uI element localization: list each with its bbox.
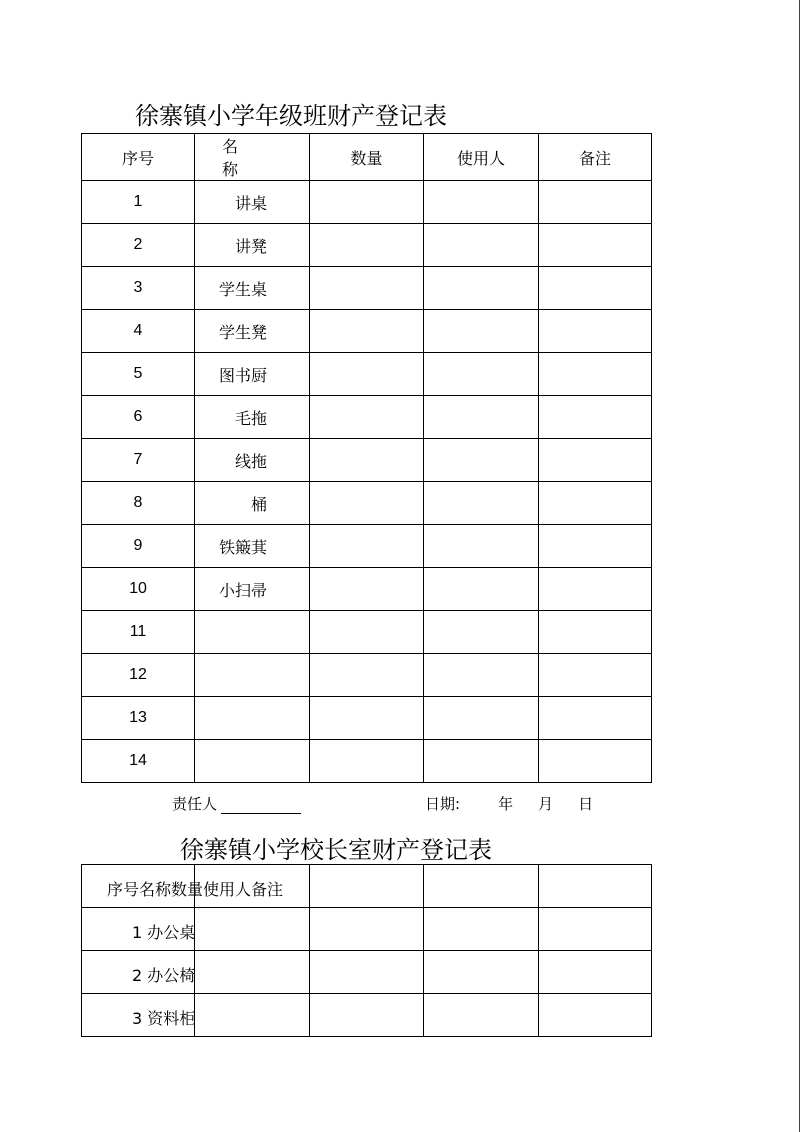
- table1-title: 徐寨镇小学年级班财产登记表: [135, 102, 447, 130]
- header-quantity: 数量: [310, 134, 424, 181]
- row-number: 1: [82, 181, 195, 224]
- remark-cell: [539, 353, 652, 396]
- quantity-cell: [310, 654, 424, 697]
- row-number: 10: [82, 568, 195, 611]
- quantity-cell: [310, 310, 424, 353]
- row-cell: [82, 951, 195, 994]
- remark-cell: [539, 224, 652, 267]
- empty-cell: [424, 865, 539, 908]
- year-label: 年: [498, 795, 514, 813]
- table2-header-text: 序号名称数量使用人备注: [107, 880, 284, 899]
- quantity-cell: [310, 482, 424, 525]
- empty-cell: [310, 994, 424, 1037]
- user-cell: [424, 181, 539, 224]
- quantity-cell: [310, 568, 424, 611]
- table-header-row: [82, 134, 652, 181]
- row-number: 5: [82, 353, 195, 396]
- row-item-name: 讲凳: [195, 224, 310, 267]
- row-item-name: 学生凳: [195, 310, 310, 353]
- row-item-name: 线拖: [195, 439, 310, 482]
- empty-cell: [195, 865, 310, 908]
- table-row: [82, 951, 652, 994]
- row-number: 14: [82, 740, 195, 783]
- remark-cell: [539, 439, 652, 482]
- header-cell: [82, 865, 284, 908]
- table-row: [82, 568, 652, 611]
- table-row: [82, 310, 652, 353]
- empty-cell: [310, 908, 424, 951]
- table-row: [82, 267, 652, 310]
- remark-cell: [539, 267, 652, 310]
- row-item-name: 铁簸萁: [195, 525, 310, 568]
- remark-cell: [539, 482, 652, 525]
- table-row: [82, 994, 652, 1037]
- remark-cell: [539, 568, 652, 611]
- row-item-name: [195, 740, 310, 783]
- table-row: [82, 181, 652, 224]
- row-cell: [82, 994, 195, 1037]
- row-item-name: 毛拖: [195, 396, 310, 439]
- responsible-person-label: 责任人: [172, 795, 218, 813]
- header-seq: 序号: [82, 134, 195, 181]
- row-number: 3: [82, 267, 195, 310]
- table-row: [82, 224, 652, 267]
- user-cell: [424, 611, 539, 654]
- user-cell: [424, 482, 539, 525]
- row-number: 8: [82, 482, 195, 525]
- quantity-cell: [310, 224, 424, 267]
- user-cell: [424, 525, 539, 568]
- empty-cell: [539, 951, 652, 994]
- table-row: [82, 654, 652, 697]
- row-number: 13: [82, 697, 195, 740]
- empty-cell: [424, 908, 539, 951]
- quantity-cell: [310, 611, 424, 654]
- empty-cell: [424, 951, 539, 994]
- table-row: [82, 353, 652, 396]
- row-item-text: 1 办公桌: [132, 923, 196, 942]
- remark-cell: [539, 697, 652, 740]
- empty-cell: [539, 994, 652, 1037]
- user-cell: [424, 697, 539, 740]
- quantity-cell: [310, 267, 424, 310]
- user-cell: [424, 224, 539, 267]
- empty-cell: [195, 994, 310, 1037]
- empty-cell: [539, 908, 652, 951]
- header-user: 使用人: [424, 134, 539, 181]
- table-row: [82, 396, 652, 439]
- row-item-text: 2 办公椅: [132, 966, 196, 985]
- user-cell: [424, 568, 539, 611]
- table-row: [82, 697, 652, 740]
- user-cell: [424, 740, 539, 783]
- row-number: 9: [82, 525, 195, 568]
- principal-office-property-table: [81, 864, 652, 1037]
- row-item-name: 图书厨: [195, 353, 310, 396]
- row-number: 12: [82, 654, 195, 697]
- user-cell: [424, 353, 539, 396]
- empty-cell: [195, 908, 310, 951]
- user-cell: [424, 439, 539, 482]
- row-number: 11: [82, 611, 195, 654]
- row-item-name: [195, 654, 310, 697]
- quantity-cell: [310, 396, 424, 439]
- empty-cell: [310, 951, 424, 994]
- user-cell: [424, 396, 539, 439]
- row-number: 4: [82, 310, 195, 353]
- remark-cell: [539, 740, 652, 783]
- date-label: 日期:: [425, 795, 461, 813]
- remark-cell: [539, 654, 652, 697]
- row-item-name: [195, 697, 310, 740]
- header-name: [195, 134, 310, 181]
- remark-cell: [539, 310, 652, 353]
- remark-cell: [539, 396, 652, 439]
- class-property-table: [81, 133, 652, 783]
- quantity-cell: [310, 525, 424, 568]
- quantity-cell: [310, 697, 424, 740]
- table-row: [82, 740, 652, 783]
- empty-cell: [310, 865, 424, 908]
- row-item-name: [195, 611, 310, 654]
- day-label: 日: [578, 795, 594, 813]
- quantity-cell: [310, 740, 424, 783]
- remark-cell: [539, 181, 652, 224]
- row-number: 6: [82, 396, 195, 439]
- table-header-row: [82, 865, 652, 908]
- row-item-name: 学生桌: [195, 267, 310, 310]
- user-cell: [424, 654, 539, 697]
- table-row: [82, 611, 652, 654]
- user-cell: [424, 267, 539, 310]
- empty-cell: [424, 994, 539, 1037]
- table-row: [82, 908, 652, 951]
- row-cell: [82, 908, 195, 951]
- empty-cell: [539, 865, 652, 908]
- responsible-person-line: [221, 798, 301, 814]
- table2-title: 徐寨镇小学校长室财产登记表: [180, 836, 492, 864]
- row-item-name: 小扫帚: [195, 568, 310, 611]
- empty-cell: [195, 951, 310, 994]
- responsible-person: [172, 793, 301, 814]
- quantity-cell: [310, 439, 424, 482]
- row-number: 7: [82, 439, 195, 482]
- header-remark: 备注: [539, 134, 652, 181]
- row-item-text: 3 资料柜: [132, 1009, 196, 1028]
- row-number: 2: [82, 224, 195, 267]
- user-cell: [424, 310, 539, 353]
- quantity-cell: [310, 181, 424, 224]
- date-field: [425, 793, 593, 814]
- header-name-label: 名称: [221, 137, 282, 179]
- month-label: 月: [538, 795, 554, 813]
- remark-cell: [539, 525, 652, 568]
- table-row: [82, 482, 652, 525]
- remark-cell: [539, 611, 652, 654]
- table-row: [82, 439, 652, 482]
- quantity-cell: [310, 353, 424, 396]
- row-item-name: 桶: [195, 482, 310, 525]
- table-row: [82, 525, 652, 568]
- row-item-name: 讲桌: [195, 181, 310, 224]
